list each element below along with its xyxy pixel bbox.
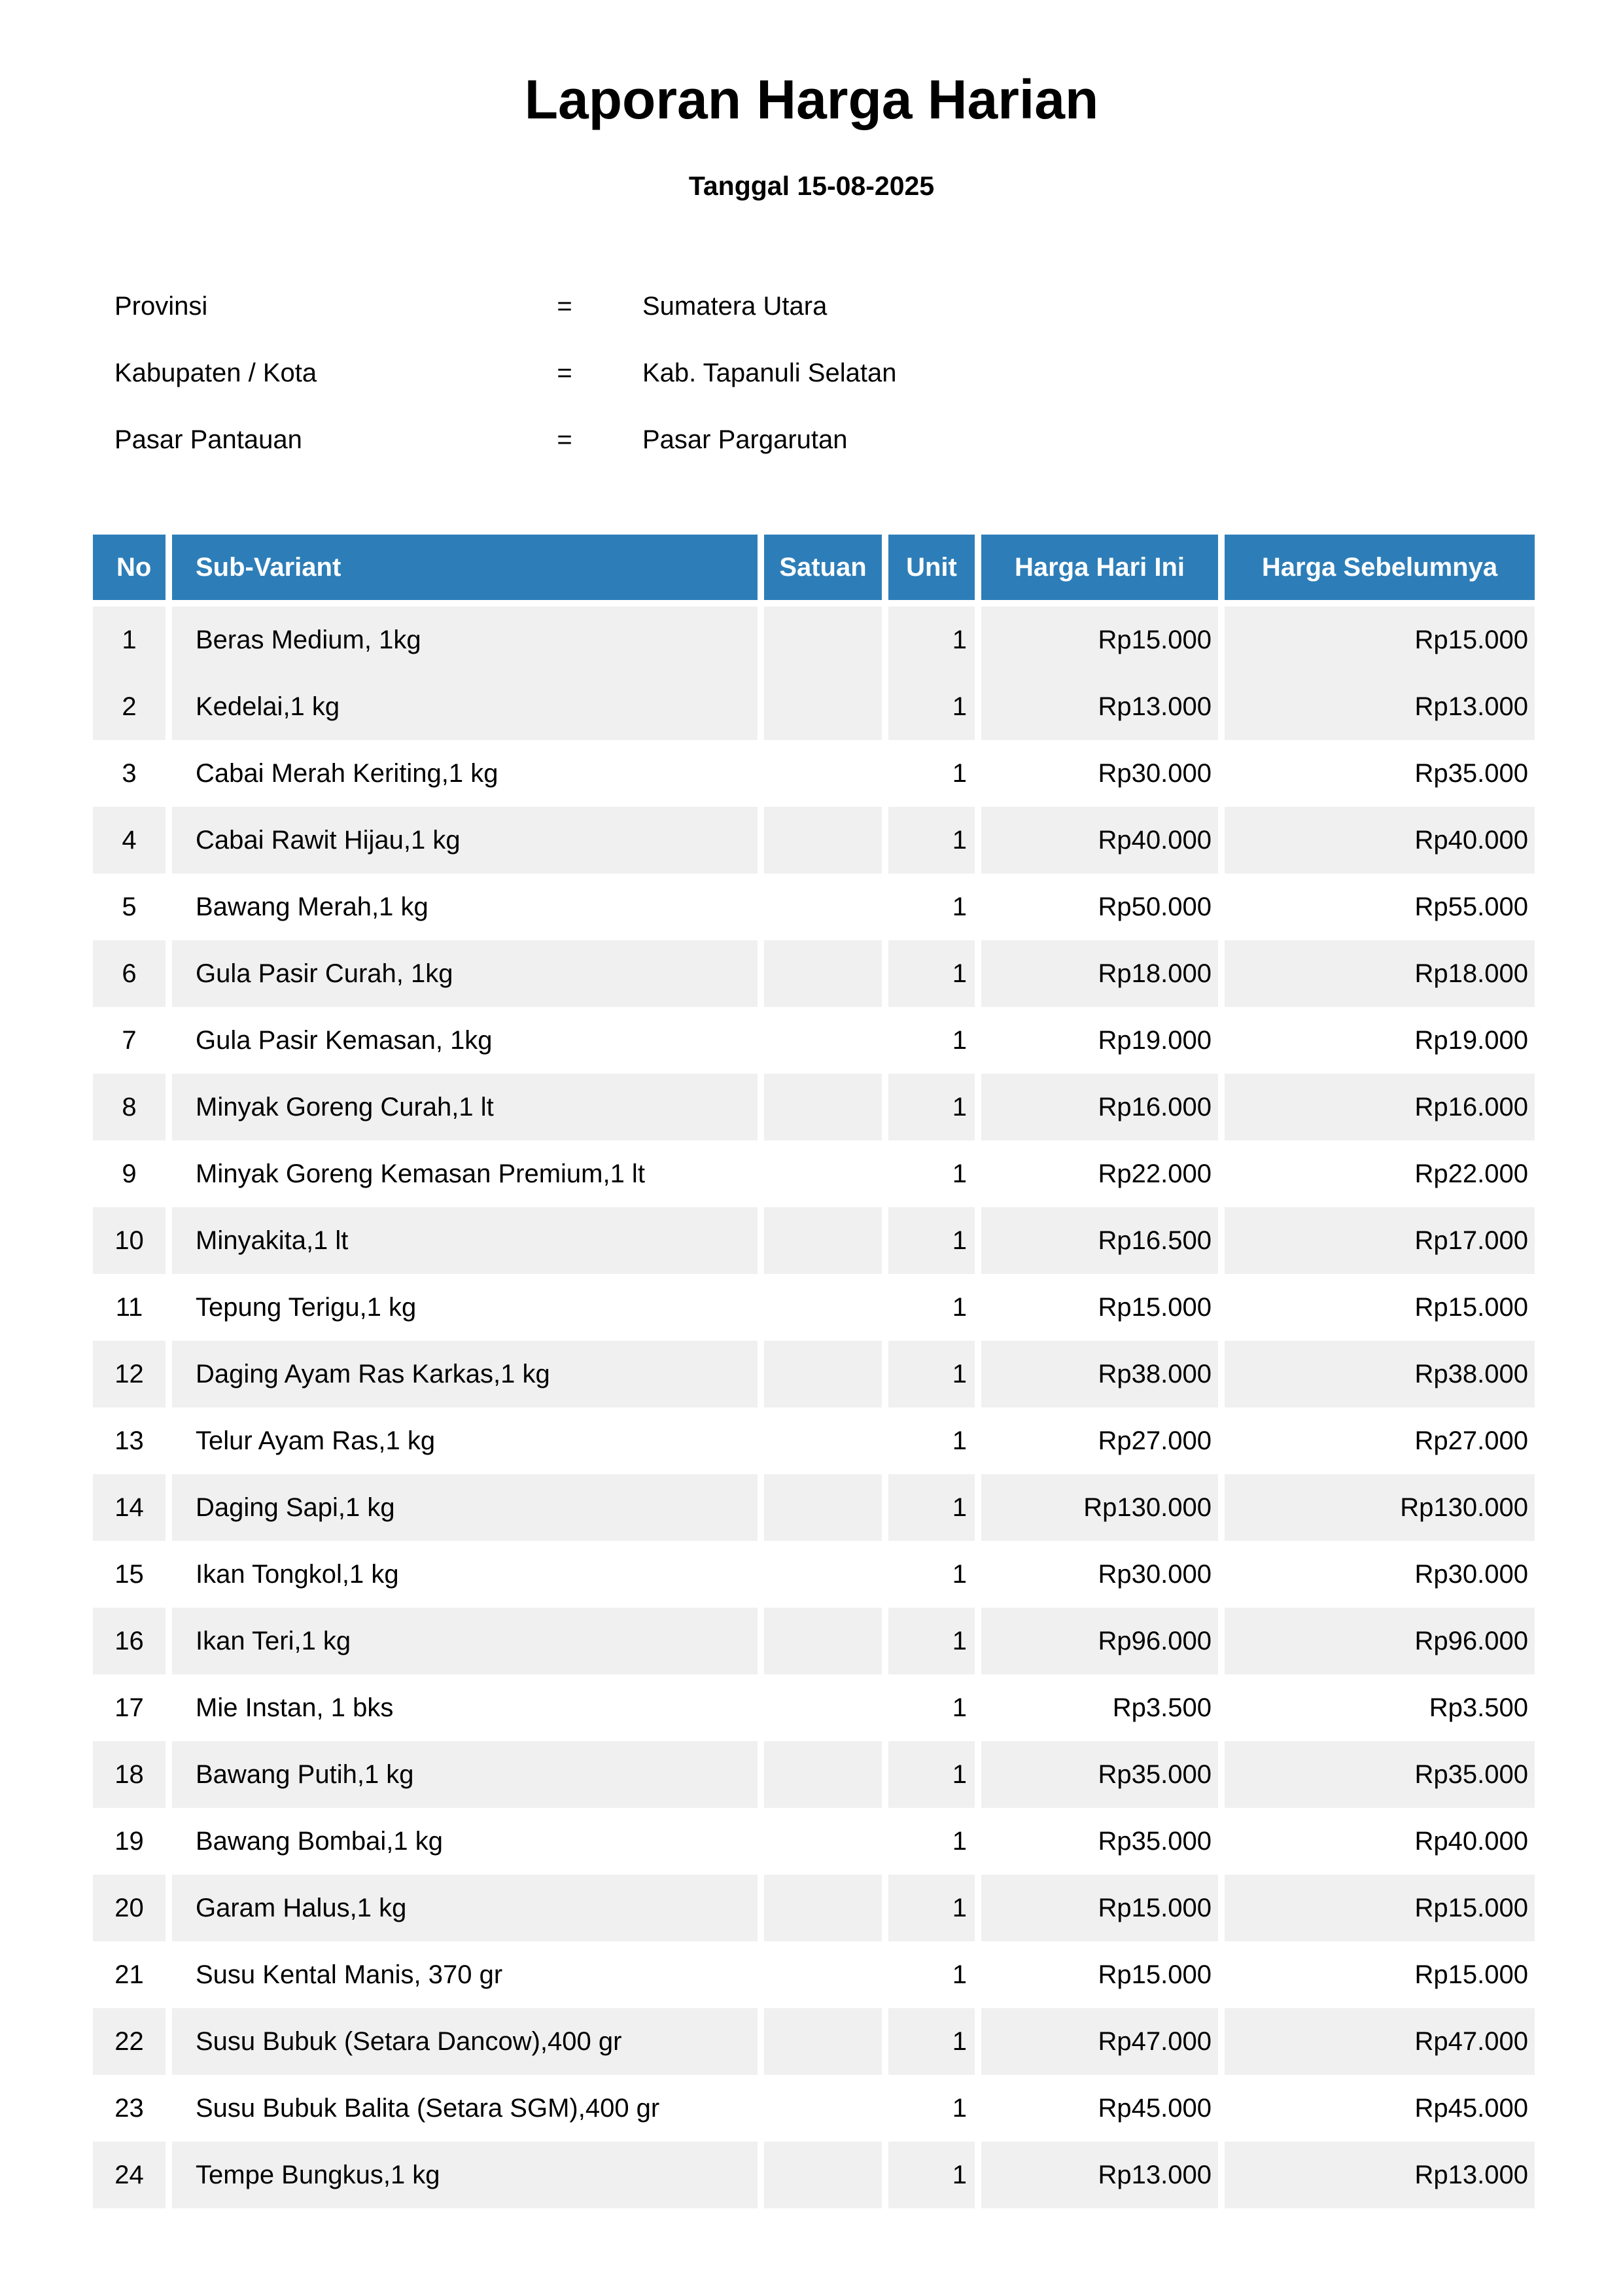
- info-row-kabupaten-kota: [0, 355, 1623, 391]
- row-sub-variant: Susu Bubuk (Setara Dancow),400 gr: [172, 2008, 758, 2075]
- row-no: 4: [93, 807, 166, 874]
- row-satuan: [764, 1875, 882, 1941]
- row-sub-variant: Mie Instan, 1 bks: [196, 1693, 394, 1722]
- row-satuan: [764, 1140, 882, 1207]
- column-header-no: No: [93, 535, 166, 600]
- row-harga-sebelumnya: Rp40.000: [1414, 1826, 1528, 1856]
- row-no: 21: [114, 1960, 144, 1989]
- row-sub-variant: Tempe Bungkus,1 kg: [172, 2142, 758, 2208]
- row-harga-sebelumnya: Rp35.000: [1414, 758, 1528, 788]
- row-satuan: [764, 607, 882, 673]
- row-unit: 1: [952, 892, 967, 921]
- row-satuan: [764, 1541, 882, 1608]
- row-unit: 1: [888, 1341, 975, 1407]
- row-harga-hari-ini: Rp30.000: [1098, 1559, 1212, 1589]
- row-harga-hari-ini: Rp30.000: [1098, 758, 1212, 788]
- column-header-satuan: Satuan: [764, 535, 882, 600]
- row-harga-hari-ini: Rp16.500: [981, 1207, 1218, 1274]
- row-harga-hari-ini: Rp130.000: [981, 1474, 1218, 1541]
- row-unit: 1: [888, 1474, 975, 1541]
- row-no: 7: [122, 1025, 137, 1055]
- row-harga-hari-ini: Rp16.000: [981, 1074, 1218, 1140]
- row-harga-hari-ini: Rp13.000: [981, 2142, 1218, 2208]
- column-header-harga-hari-ini: Harga Hari Ini: [981, 535, 1218, 600]
- row-harga-hari-ini: Rp35.000: [1098, 1826, 1212, 1856]
- info-value: Sumatera Utara: [642, 291, 828, 321]
- row-harga-hari-ini: Rp19.000: [1098, 1025, 1212, 1055]
- row-no: 8: [93, 1074, 166, 1140]
- row-harga-hari-ini: Rp15.000: [1098, 1292, 1212, 1322]
- row-sub-variant: Kedelai,1 kg: [172, 673, 758, 740]
- row-satuan: [764, 1474, 882, 1541]
- row-harga-sebelumnya: Rp16.000: [1225, 1074, 1535, 1140]
- row-unit: 1: [952, 1426, 967, 1455]
- row-no: 15: [114, 1559, 144, 1589]
- row-no: 22: [93, 2008, 166, 2075]
- row-harga-sebelumnya: Rp3.500: [1429, 1693, 1528, 1722]
- row-no: 12: [93, 1341, 166, 1407]
- row-harga-sebelumnya: Rp38.000: [1225, 1341, 1535, 1407]
- info-label: Provinsi: [114, 291, 208, 321]
- row-no: 20: [93, 1875, 166, 1941]
- row-unit: 1: [888, 2142, 975, 2208]
- row-unit: 1: [888, 607, 975, 673]
- info-value: Kab. Tapanuli Selatan: [642, 358, 897, 387]
- row-satuan: [764, 1941, 882, 2008]
- table-header: [93, 535, 1535, 600]
- row-harga-sebelumnya: Rp18.000: [1225, 940, 1535, 1007]
- table-body: [93, 607, 1535, 2208]
- equals-sign: =: [557, 358, 572, 387]
- row-unit: 1: [888, 1741, 975, 1808]
- row-unit: 1: [952, 1292, 967, 1322]
- row-sub-variant: Cabai Rawit Hijau,1 kg: [172, 807, 758, 874]
- row-harga-hari-ini: Rp18.000: [981, 940, 1218, 1007]
- row-satuan: [764, 1741, 882, 1808]
- row-unit: 1: [888, 940, 975, 1007]
- row-no: 16: [93, 1608, 166, 1674]
- info-row-provinsi: [0, 288, 1623, 325]
- row-harga-hari-ini: Rp96.000: [981, 1608, 1218, 1674]
- row-satuan: [764, 1674, 882, 1741]
- equals-sign: =: [557, 291, 572, 321]
- row-no: 19: [114, 1826, 144, 1856]
- row-harga-hari-ini: Rp47.000: [981, 2008, 1218, 2075]
- info-label: Kabupaten / Kota: [114, 358, 317, 387]
- page-title: Laporan Harga Harian: [524, 69, 1099, 130]
- row-sub-variant: Ikan Tongkol,1 kg: [196, 1559, 399, 1589]
- row-no: 3: [122, 758, 137, 788]
- row-sub-variant: Minyakita,1 lt: [172, 1207, 758, 1274]
- row-sub-variant: Susu Bubuk Balita (Setara SGM),400 gr: [196, 2093, 660, 2123]
- row-no: 24: [93, 2142, 166, 2208]
- row-sub-variant: Ikan Teri,1 kg: [172, 1608, 758, 1674]
- row-harga-hari-ini: Rp22.000: [1098, 1159, 1212, 1188]
- row-no: 18: [93, 1741, 166, 1808]
- row-no: 10: [93, 1207, 166, 1274]
- row-harga-sebelumnya: Rp45.000: [1414, 2093, 1528, 2123]
- row-sub-variant: Gula Pasir Kemasan, 1kg: [196, 1025, 493, 1055]
- row-satuan: [764, 940, 882, 1007]
- row-unit: 1: [952, 1559, 967, 1589]
- row-unit: 1: [952, 758, 967, 788]
- info-row-pasar-pantauan: [0, 421, 1623, 458]
- equals-sign: =: [557, 425, 572, 454]
- row-sub-variant: Daging Sapi,1 kg: [172, 1474, 758, 1541]
- row-sub-variant: Cabai Merah Keriting,1 kg: [196, 758, 498, 788]
- row-sub-variant: Minyak Goreng Kemasan Premium,1 lt: [196, 1159, 645, 1188]
- column-header-unit: Unit: [888, 535, 975, 600]
- row-harga-sebelumnya: Rp15.000: [1414, 1960, 1528, 1989]
- column-header-sub-variant: Sub-Variant: [172, 535, 758, 600]
- row-harga-hari-ini: Rp45.000: [1098, 2093, 1212, 2123]
- row-satuan: [764, 1407, 882, 1474]
- row-unit: 1: [952, 1693, 967, 1722]
- row-no: 14: [93, 1474, 166, 1541]
- row-satuan: [764, 2142, 882, 2208]
- info-value: Pasar Pargarutan: [642, 425, 848, 454]
- row-no: 1: [93, 607, 166, 673]
- row-satuan: [764, 673, 882, 740]
- row-harga-sebelumnya: Rp130.000: [1225, 1474, 1535, 1541]
- row-harga-hari-ini: Rp15.000: [981, 607, 1218, 673]
- row-no: 5: [122, 892, 137, 921]
- row-harga-sebelumnya: Rp19.000: [1414, 1025, 1528, 1055]
- row-harga-sebelumnya: Rp15.000: [1414, 1292, 1528, 1322]
- row-harga-hari-ini: Rp35.000: [981, 1741, 1218, 1808]
- row-unit: 1: [952, 1826, 967, 1856]
- row-harga-sebelumnya: Rp17.000: [1225, 1207, 1535, 1274]
- row-no: 23: [114, 2093, 144, 2123]
- row-harga-hari-ini: Rp13.000: [981, 673, 1218, 740]
- row-satuan: [764, 807, 882, 874]
- row-no: 11: [115, 1292, 143, 1322]
- row-satuan: [764, 740, 882, 807]
- row-harga-sebelumnya: Rp35.000: [1225, 1741, 1535, 1808]
- row-sub-variant: Telur Ayam Ras,1 kg: [196, 1426, 436, 1455]
- row-sub-variant: Bawang Bombai,1 kg: [196, 1826, 444, 1856]
- row-unit: 1: [888, 2008, 975, 2075]
- row-harga-hari-ini: Rp15.000: [981, 1875, 1218, 1941]
- row-harga-hari-ini: Rp27.000: [1098, 1426, 1212, 1455]
- row-sub-variant: Tepung Terigu,1 kg: [196, 1292, 417, 1322]
- row-no: 17: [114, 1693, 144, 1722]
- row-satuan: [764, 1007, 882, 1074]
- row-satuan: [764, 1808, 882, 1875]
- row-harga-sebelumnya: Rp15.000: [1225, 607, 1535, 673]
- row-satuan: [764, 2075, 882, 2142]
- row-unit: 1: [952, 1960, 967, 1989]
- row-no: 2: [93, 673, 166, 740]
- row-satuan: [764, 1074, 882, 1140]
- row-harga-sebelumnya: Rp13.000: [1225, 673, 1535, 740]
- row-satuan: [764, 1207, 882, 1274]
- row-harga-hari-ini: Rp50.000: [1098, 892, 1212, 921]
- row-harga-sebelumnya: Rp15.000: [1225, 1875, 1535, 1941]
- row-unit: 1: [952, 2093, 967, 2123]
- row-sub-variant: Susu Kental Manis, 370 gr: [196, 1960, 503, 1989]
- row-unit: 1: [888, 1207, 975, 1274]
- row-satuan: [764, 1608, 882, 1674]
- row-unit: 1: [952, 1159, 967, 1188]
- row-unit: 1: [888, 807, 975, 874]
- row-unit: 1: [888, 1875, 975, 1941]
- row-harga-sebelumnya: Rp13.000: [1225, 2142, 1535, 2208]
- row-sub-variant: Garam Halus,1 kg: [172, 1875, 758, 1941]
- report-date: Tanggal 15-08-2025: [688, 171, 935, 201]
- row-harga-sebelumnya: Rp55.000: [1414, 892, 1528, 921]
- row-harga-hari-ini: Rp40.000: [981, 807, 1218, 874]
- row-harga-sebelumnya: Rp27.000: [1414, 1426, 1528, 1455]
- row-sub-variant: Daging Ayam Ras Karkas,1 kg: [172, 1341, 758, 1407]
- row-no: 6: [93, 940, 166, 1007]
- row-harga-sebelumnya: Rp47.000: [1225, 2008, 1535, 2075]
- row-harga-hari-ini: Rp15.000: [1098, 1960, 1212, 1989]
- info-label: Pasar Pantauan: [114, 425, 302, 454]
- row-satuan: [764, 2008, 882, 2075]
- row-sub-variant: Gula Pasir Curah, 1kg: [172, 940, 758, 1007]
- row-harga-sebelumnya: Rp22.000: [1414, 1159, 1528, 1188]
- row-harga-sebelumnya: Rp96.000: [1225, 1608, 1535, 1674]
- row-harga-hari-ini: Rp3.500: [1112, 1693, 1212, 1722]
- row-unit: 1: [952, 1025, 967, 1055]
- row-harga-hari-ini: Rp38.000: [981, 1341, 1218, 1407]
- row-sub-variant: Beras Medium, 1kg: [172, 607, 758, 673]
- row-satuan: [764, 1341, 882, 1407]
- row-no: 13: [114, 1426, 144, 1455]
- row-harga-sebelumnya: Rp40.000: [1225, 807, 1535, 874]
- row-unit: 1: [888, 1608, 975, 1674]
- row-no: 9: [122, 1159, 137, 1188]
- row-unit: 1: [888, 673, 975, 740]
- row-harga-sebelumnya: Rp30.000: [1414, 1559, 1528, 1589]
- row-satuan: [764, 1274, 882, 1341]
- row-sub-variant: Bawang Merah,1 kg: [196, 892, 428, 921]
- column-header-harga-sebelumnya: Harga Sebelumnya: [1225, 535, 1535, 600]
- row-sub-variant: Bawang Putih,1 kg: [172, 1741, 758, 1808]
- row-sub-variant: Minyak Goreng Curah,1 lt: [172, 1074, 758, 1140]
- row-unit: 1: [888, 1074, 975, 1140]
- row-satuan: [764, 874, 882, 940]
